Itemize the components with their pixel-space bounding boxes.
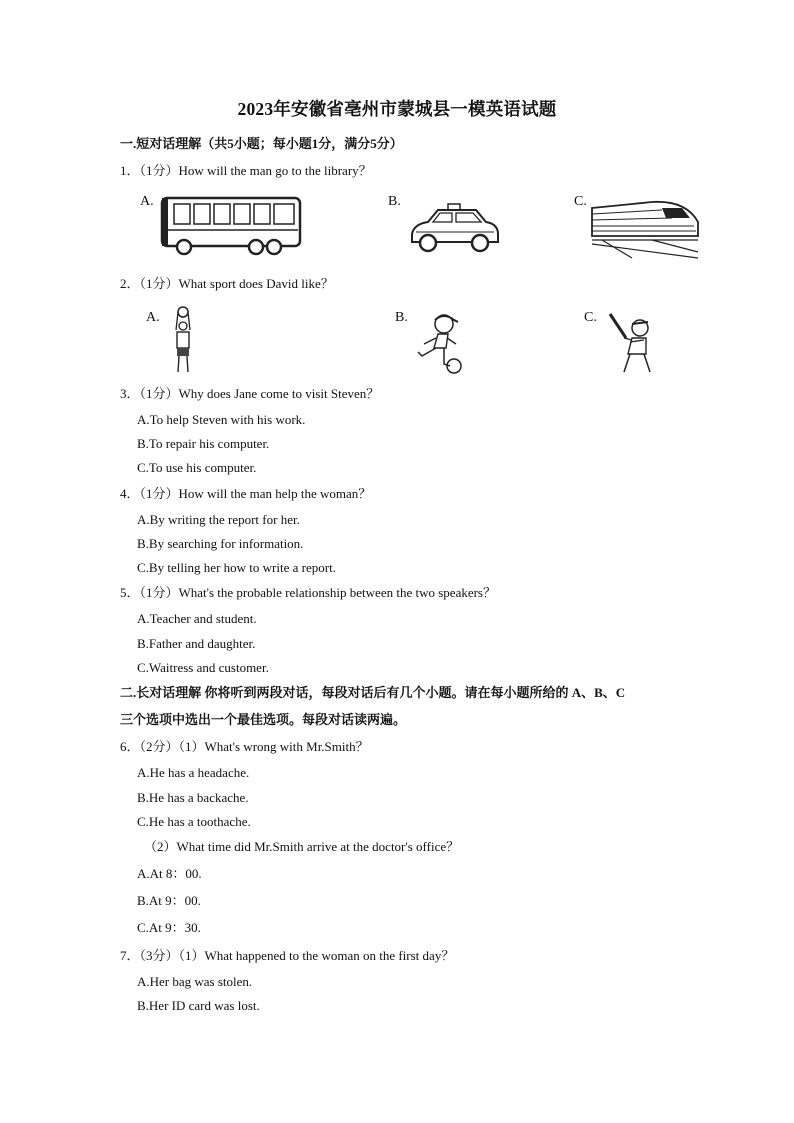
baseball-player-picture xyxy=(606,312,660,374)
section1-heading: 一.短对话理解（共5小题；每小题1分，满分5分） xyxy=(120,136,403,151)
q3-option-c[interactable]: C.To use his computer. xyxy=(137,460,257,475)
football-player-picture xyxy=(414,310,466,374)
q5-option-a[interactable]: A.Teacher and student. xyxy=(137,611,257,626)
q5-option-b[interactable]: B.Father and daughter. xyxy=(137,636,256,651)
page-title: 2023年安徽省亳州市蒙城县一模英语试题 xyxy=(237,99,557,119)
q1-stem: 1．（1分）How will the man go to the library？ xyxy=(120,163,372,178)
q2-label-c: C. xyxy=(584,310,597,325)
q3-option-b[interactable]: B.To repair his computer. xyxy=(137,436,270,451)
q5-option-c[interactable]: C.Waitress and customer. xyxy=(137,660,269,675)
q6-2-option-b[interactable]: B.At 9：00. xyxy=(137,893,201,908)
q2-stem: 2．（1分）What sport does David like？ xyxy=(120,276,334,291)
q7-1-option-b[interactable]: B.Her ID card was lost. xyxy=(137,998,260,1013)
q1-label-b: B. xyxy=(388,194,401,209)
q6-2-option-a[interactable]: A.At 8：00. xyxy=(137,866,202,881)
q5-stem: 5．（1分）What's the probable relationship between the two speakers？ xyxy=(120,585,496,600)
basketball-player-picture xyxy=(166,306,200,374)
train-picture xyxy=(592,196,700,260)
section2-heading-line2: 三个选项中选出一个最佳选项。每段对话读两遍。 xyxy=(120,712,407,727)
q6-1-option-a[interactable]: A.He has a headache. xyxy=(137,765,250,780)
q4-option-c[interactable]: C.By telling her how to write a report. xyxy=(137,560,336,575)
q2-label-b: B. xyxy=(395,310,408,325)
bus-picture xyxy=(160,194,305,256)
taxi-picture xyxy=(406,200,502,256)
q3-option-a[interactable]: A.To help Steven with his work. xyxy=(137,412,306,427)
q7-1-option-a[interactable]: A.Her bag was stolen. xyxy=(137,974,253,989)
q3-stem: 3．（1分）Why does Jane come to visit Steven？ xyxy=(120,386,380,401)
section2-heading-line1: 二.长对话理解 你将听到两段对话，每段对话后有几个小题。请在每小题所给的 A、B、C xyxy=(120,685,626,700)
q6-1-option-c[interactable]: C.He has a toothache. xyxy=(137,814,251,829)
q4-option-b[interactable]: B.By searching for information. xyxy=(137,536,304,551)
q4-stem: 4．（1分）How will the man help the woman？ xyxy=(120,486,372,501)
q6-2-option-c[interactable]: C.At 9：30. xyxy=(137,920,201,935)
q6-1-option-b[interactable]: B.He has a backache. xyxy=(137,790,249,805)
q2-label-a: A. xyxy=(146,310,160,325)
q1-label-c: C. xyxy=(574,194,587,209)
q7-stem: 7．（3分）（1）What happened to the woman on the first day？ xyxy=(120,948,455,963)
q1-label-a: A. xyxy=(140,194,154,209)
q4-option-a[interactable]: A.By writing the report for her. xyxy=(137,512,300,527)
q6-2-stem: （2）What time did Mr.Smith arrive at the doctor's office？ xyxy=(144,839,460,854)
q6-stem: 6．（2分）（1）What's wrong with Mr.Smith？ xyxy=(120,739,369,754)
